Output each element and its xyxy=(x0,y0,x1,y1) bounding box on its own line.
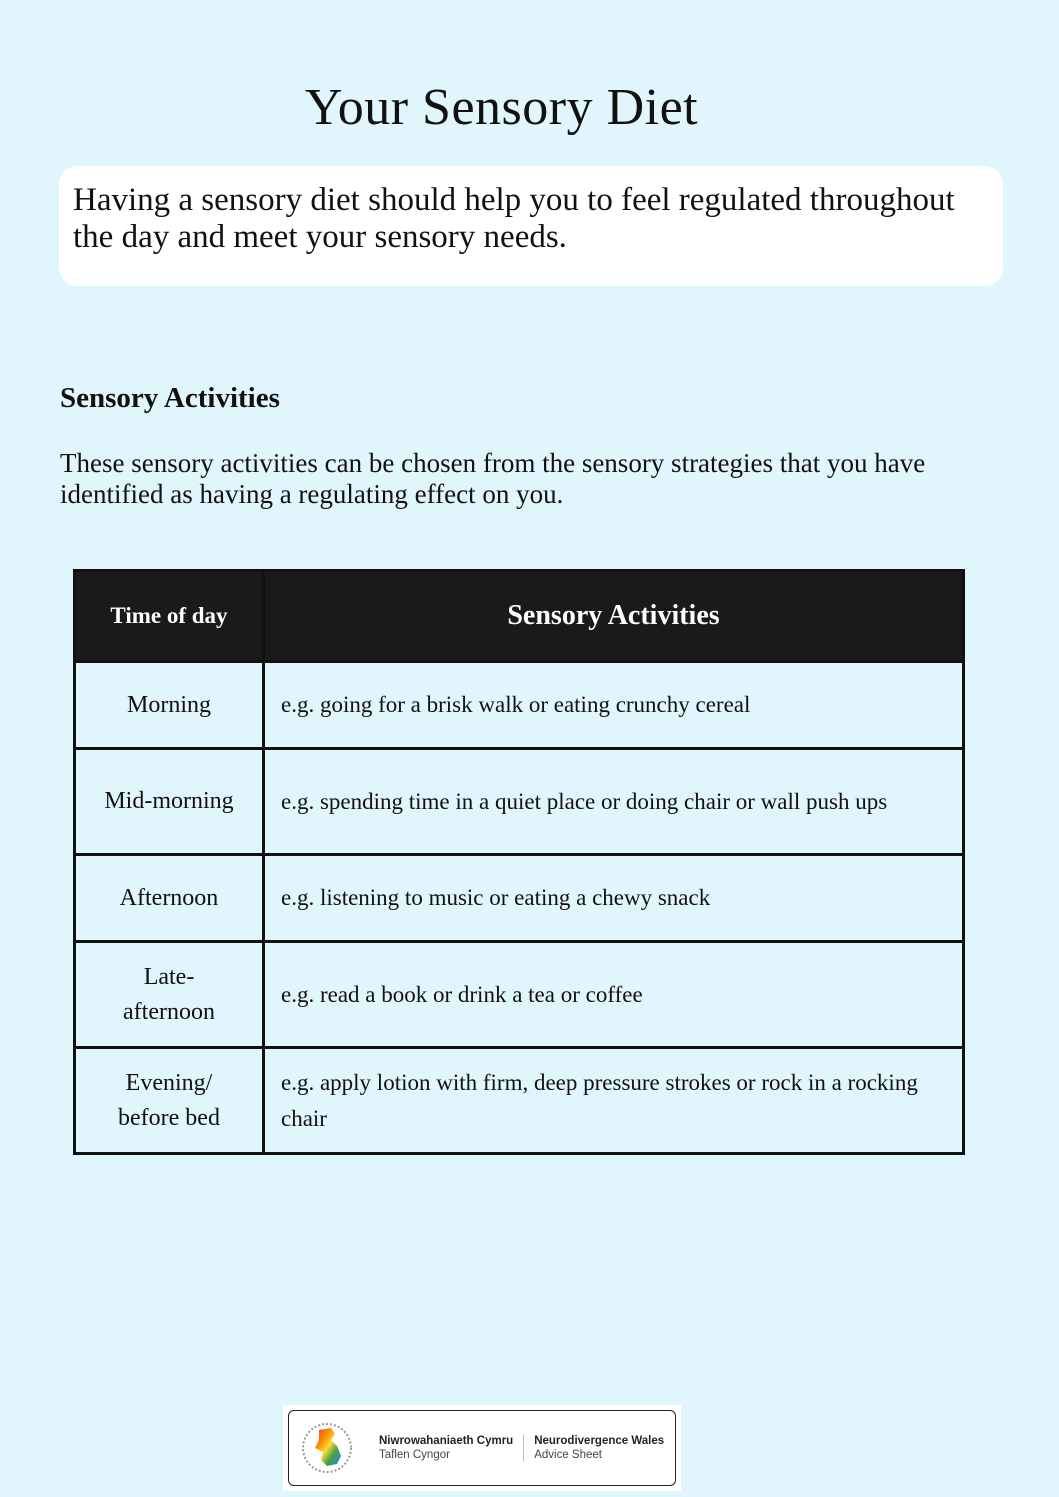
page-title: Your Sensory Diet xyxy=(304,79,699,136)
section-heading: Sensory Activities xyxy=(60,382,280,414)
footer-english xyxy=(523,1435,674,1461)
intro-box xyxy=(59,166,1003,286)
time-cell: Morning xyxy=(75,662,264,749)
activity-cell: e.g. read a book or drink a tea or coffee xyxy=(264,942,964,1048)
footer-badge xyxy=(283,1405,681,1491)
intro-text: Having a sensory diet should help you to feel regulated throughout the day and meet your sensory needs. xyxy=(73,182,955,255)
section-body: These sensory activities can be chosen from the sensory strategies that you have identified as having a regulating effect on you. xyxy=(60,448,926,509)
activity-cell: e.g. spending time in a quiet place or doing chair or wall push ups xyxy=(264,749,964,855)
welsh-title: Niwrowahaniaeth Cymru xyxy=(379,1435,514,1447)
english-title: Neurodivergence Wales xyxy=(534,1435,665,1447)
footer-welsh xyxy=(369,1435,523,1461)
time-cell: Late-afternoon xyxy=(75,942,264,1048)
time-cell: Mid-morning xyxy=(75,749,264,855)
activity-cell: e.g. going for a brisk walk or eating crunchy cereal xyxy=(264,662,964,749)
footer-card xyxy=(288,1410,676,1486)
english-subtitle: Advice Sheet xyxy=(534,1449,602,1461)
sensory-activities-table xyxy=(73,569,965,1155)
header-sensory-activities: Sensory Activities xyxy=(264,571,964,662)
header-time-of-day: Time of day xyxy=(75,571,264,662)
table-row xyxy=(75,749,964,855)
table-row xyxy=(75,942,964,1048)
activity-cell: e.g. listening to music or eating a chewy snack xyxy=(264,855,964,942)
welsh-subtitle: Taflen Cyngor xyxy=(379,1449,450,1461)
table-row xyxy=(75,1048,964,1154)
time-cell: Evening/ before bed xyxy=(75,1048,264,1154)
table-row xyxy=(75,662,964,749)
table-row xyxy=(75,855,964,942)
activity-cell: e.g. apply lotion with firm, deep pressure strokes or rock in a rocking chair xyxy=(264,1048,964,1154)
time-cell: Afternoon xyxy=(75,855,264,942)
table-header-row xyxy=(75,571,964,662)
wales-rainbow-map-logo-icon xyxy=(301,1418,353,1478)
